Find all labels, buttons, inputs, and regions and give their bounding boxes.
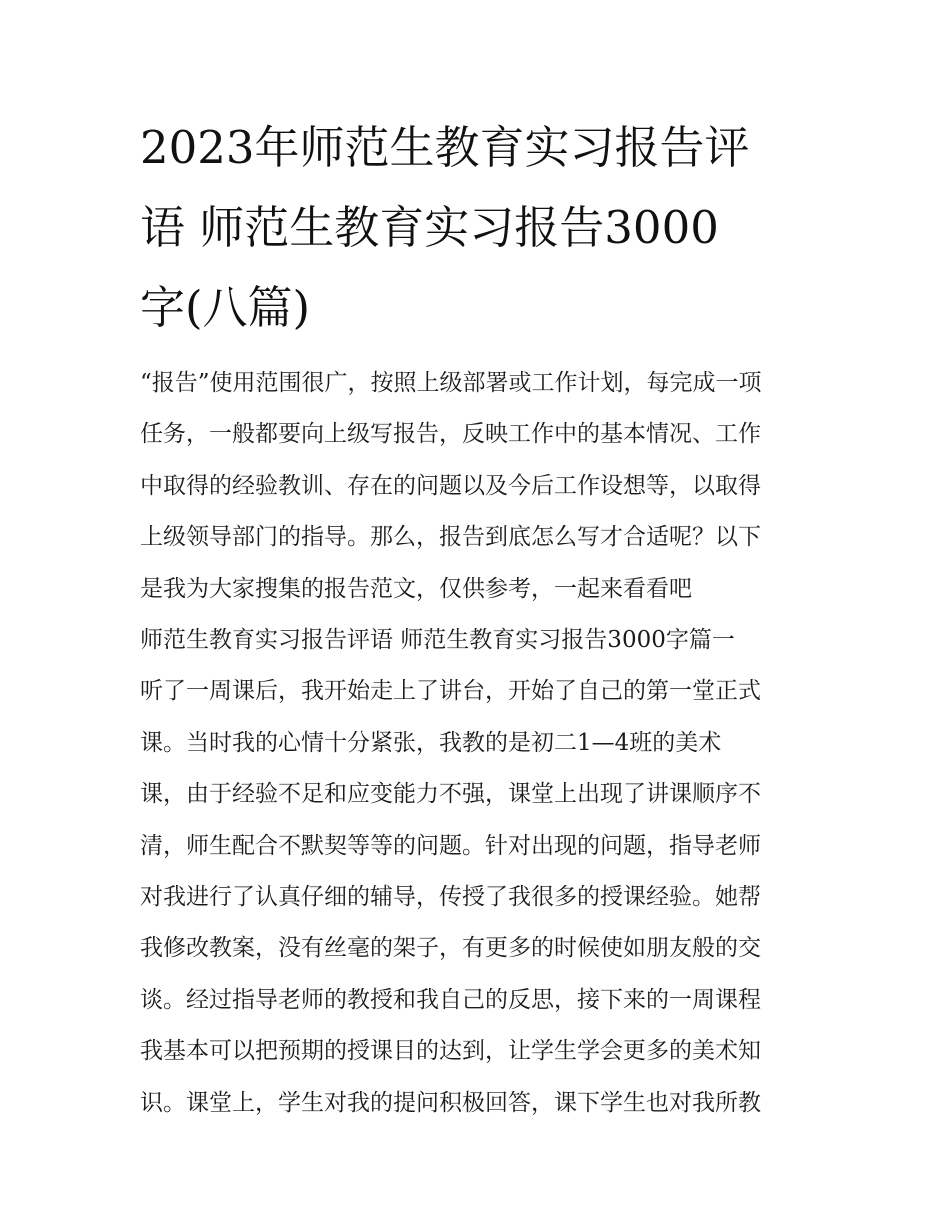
section-heading — [140, 615, 820, 666]
intro-line: 任务，一般都要向上级写报告，反映工作中的基本情况、工作 — [140, 421, 761, 448]
section-line: 我基本可以把预期的授课目的达到，让学生学会更多的美术知 — [140, 1038, 761, 1065]
section-line: 我修改教案，没有丝毫的架子，有更多的时候使如朋友般的交 — [140, 935, 761, 962]
section-line: 课。当时我的心情十分紧张，我教的是初二1—4班的美术 — [140, 729, 722, 756]
title-line-1: 2023年师范生教育实习报告评 — [140, 121, 750, 174]
document-content — [140, 108, 820, 1129]
section-line: 对我进行了认真仔细的辅导，传授了我很多的授课经验。她帮 — [140, 884, 761, 911]
section-line: 清，师生配合不默契等等的问题。针对出现的问题，指导老师 — [140, 832, 761, 859]
section-paragraph — [140, 666, 820, 1129]
section-heading-text: 师范生教育实习报告评语 师范生教育实习报告3000字篇一 — [140, 627, 735, 654]
document-title — [140, 108, 820, 348]
intro-line: 上级领导部门的指导。那么，报告到底怎么写才合适呢？以下 — [140, 524, 761, 551]
section-line: 听了一周课后，我开始走上了讲台，开始了自己的第一堂正式 — [140, 678, 761, 705]
intro-line: 中取得的经验教训、存在的问题以及今后工作设想等，以取得 — [140, 472, 761, 499]
intro-paragraph — [140, 358, 820, 615]
document-body — [140, 358, 820, 1129]
intro-line: 是我为大家搜集的报告范文，仅供参考，一起来看看吧 — [140, 575, 692, 602]
section-line: 识。课堂上，学生对我的提问积极回答，课下学生也对我所教 — [140, 1089, 761, 1116]
intro-line: “报告”使用范围很广，按照上级部署或工作计划，每完成一项 — [140, 370, 762, 396]
title-line-2: 语 师范生教育实习报告3000 — [140, 201, 719, 254]
title-line-3: 字(八篇) — [140, 281, 311, 334]
section-line: 课，由于经验不足和应变能力不强，课堂上出现了讲课顺序不 — [140, 781, 761, 808]
section-line: 谈。经过指导老师的教授和我自己的反思，接下来的一周课程 — [140, 986, 761, 1013]
